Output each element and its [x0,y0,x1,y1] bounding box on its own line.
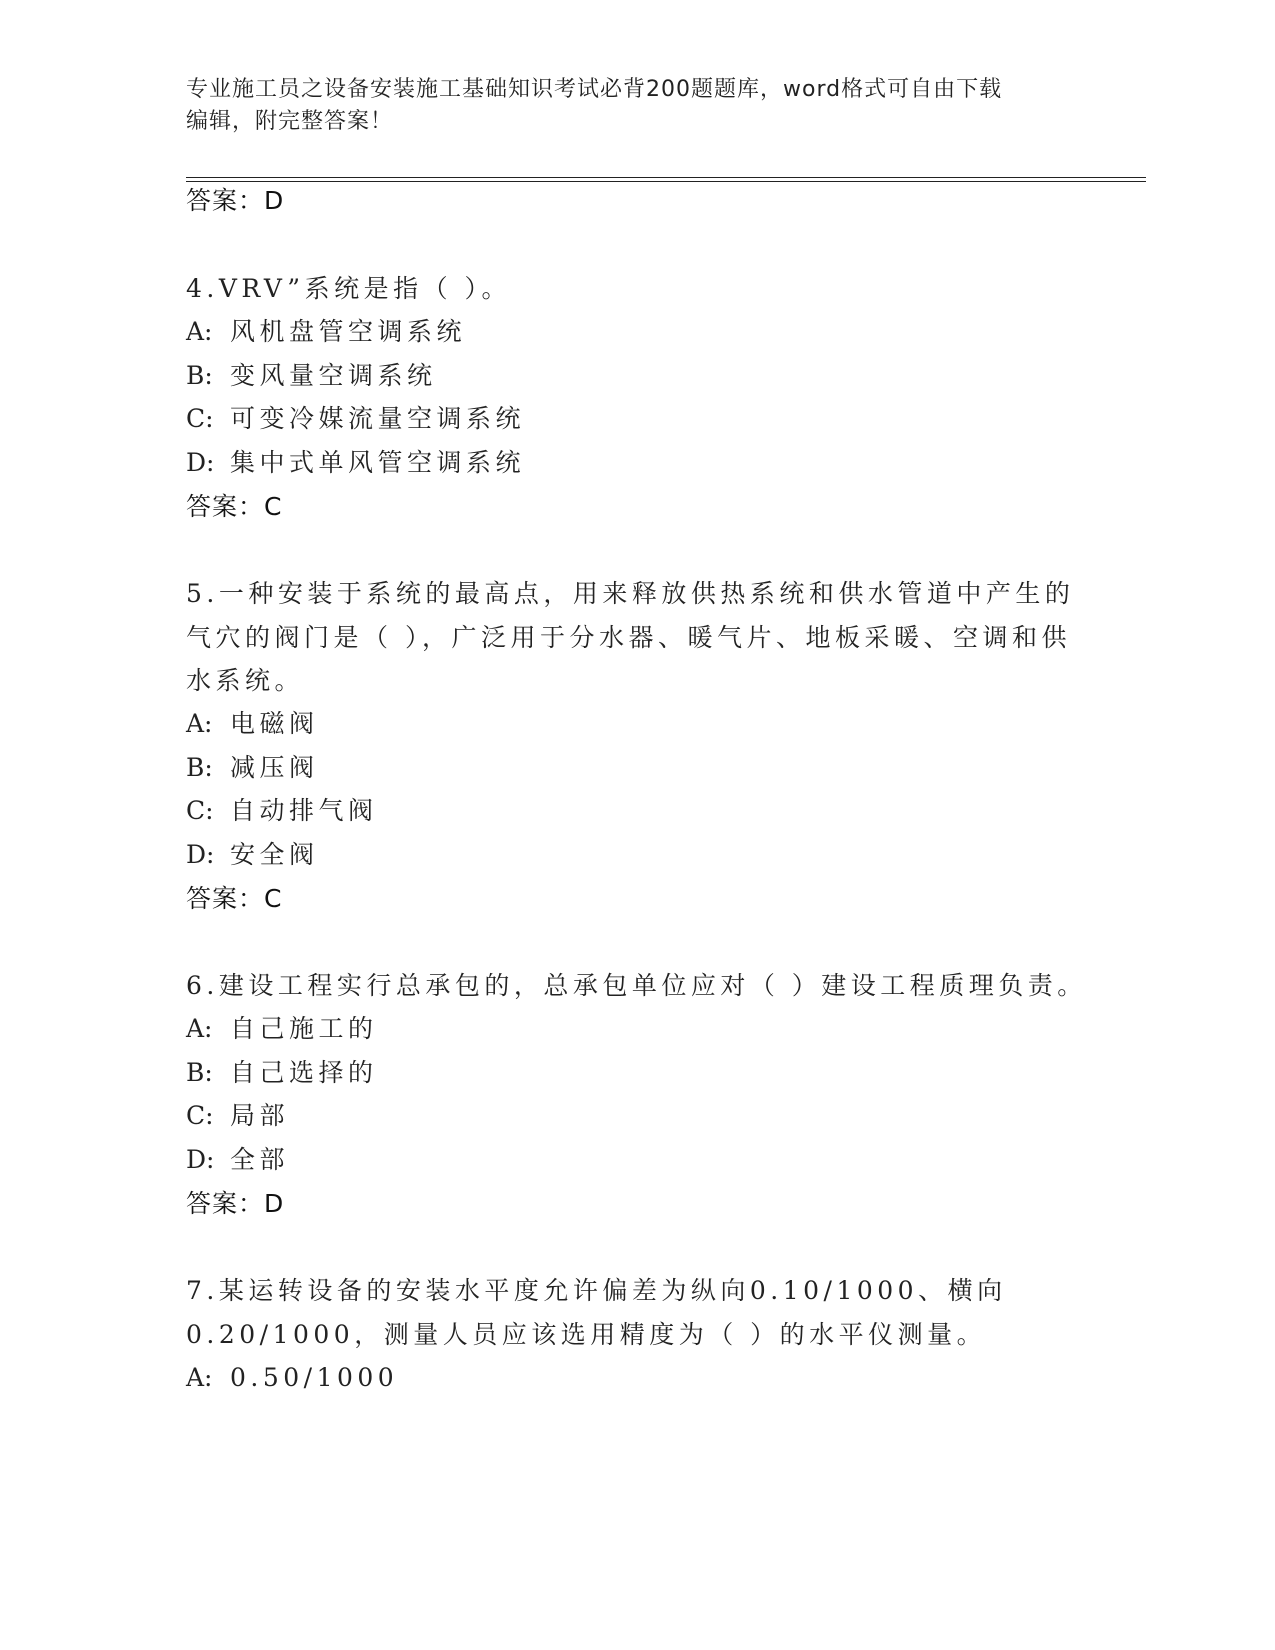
q7-stem-line-2: 0.20/1000，测量人员应该选用精度为（ ）的水平仪测量。 [186,1320,987,1349]
option-letter: A: [186,1014,213,1043]
option-letter: C: [186,796,214,825]
header-title-line-2: 编辑，附完整答案！ [186,109,394,134]
option-text: 自己选择的 [230,1058,378,1087]
q4-option-b [186,361,437,391]
header-divider-bottom [186,181,1146,182]
option-text: 集中式单风管空调系统 [230,448,526,477]
q7-option-a [186,1363,398,1393]
header-divider-top [186,177,1146,178]
q5-option-c [186,796,378,826]
option-text: 减压阀 [230,753,319,782]
q6-stem: 6.建设工程实行总承包的，总承包单位应对（ ）建设工程质理负责。 [186,971,1087,1000]
option-text: 0.50/1000 [230,1363,399,1392]
option-letter: B: [186,1058,213,1087]
q6-option-c [186,1101,289,1131]
q5-stem-line-2: 气穴的阀门是（ ），广泛用于分水器、暖气片、地板采暖、空调和供 [186,623,1071,652]
option-text: 电磁阀 [230,709,319,738]
q4-option-a [186,317,466,347]
q6-option-b [186,1058,378,1088]
option-text: 风机盘管空调系统 [230,317,467,346]
option-text: 变风量空调系统 [230,361,437,390]
option-letter: B: [186,361,213,390]
q5-option-a [186,709,319,739]
option-letter: A: [186,709,213,738]
option-letter: D: [186,1145,215,1174]
header-title-line-1: 专业施工员之设备安装施工基础知识考试必背200题题库，word格式可自由下载 [186,77,1003,102]
option-letter: D: [186,840,215,869]
option-letter: C: [186,404,214,433]
option-letter: C: [186,1101,214,1130]
option-letter: D: [186,448,215,477]
option-text: 自动排气阀 [230,796,378,825]
q4-stem: 4.VRV”系统是指（ ）。 [186,274,512,303]
q6-option-a [186,1014,378,1044]
q3-answer: 答案：D [186,186,285,215]
q7-stem-line-1: 7.某运转设备的安装水平度允许偏差为纵向0.10/1000、横向 [186,1276,1007,1305]
q4-answer: 答案：C [186,492,283,521]
option-letter: B: [186,753,213,782]
option-text: 可变冷媒流量空调系统 [230,404,526,433]
q6-option-d [186,1145,289,1175]
option-letter: A: [186,317,213,346]
q5-stem-line-3: 水系统。 [186,666,305,695]
option-letter: A: [186,1363,213,1392]
q4-option-c [186,404,525,434]
option-text: 安全阀 [230,840,319,869]
q5-stem-line-1: 5.一种安装于系统的最高点，用来释放供热系统和供水管道中产生的 [186,579,1075,608]
option-text: 局部 [230,1101,290,1130]
q4-option-d [186,448,525,478]
q5-answer: 答案：C [186,884,283,913]
option-text: 自己施工的 [230,1014,378,1043]
q5-option-b [186,753,319,783]
q5-option-d [186,840,319,870]
q6-answer: 答案：D [186,1189,285,1218]
option-text: 全部 [230,1145,290,1174]
